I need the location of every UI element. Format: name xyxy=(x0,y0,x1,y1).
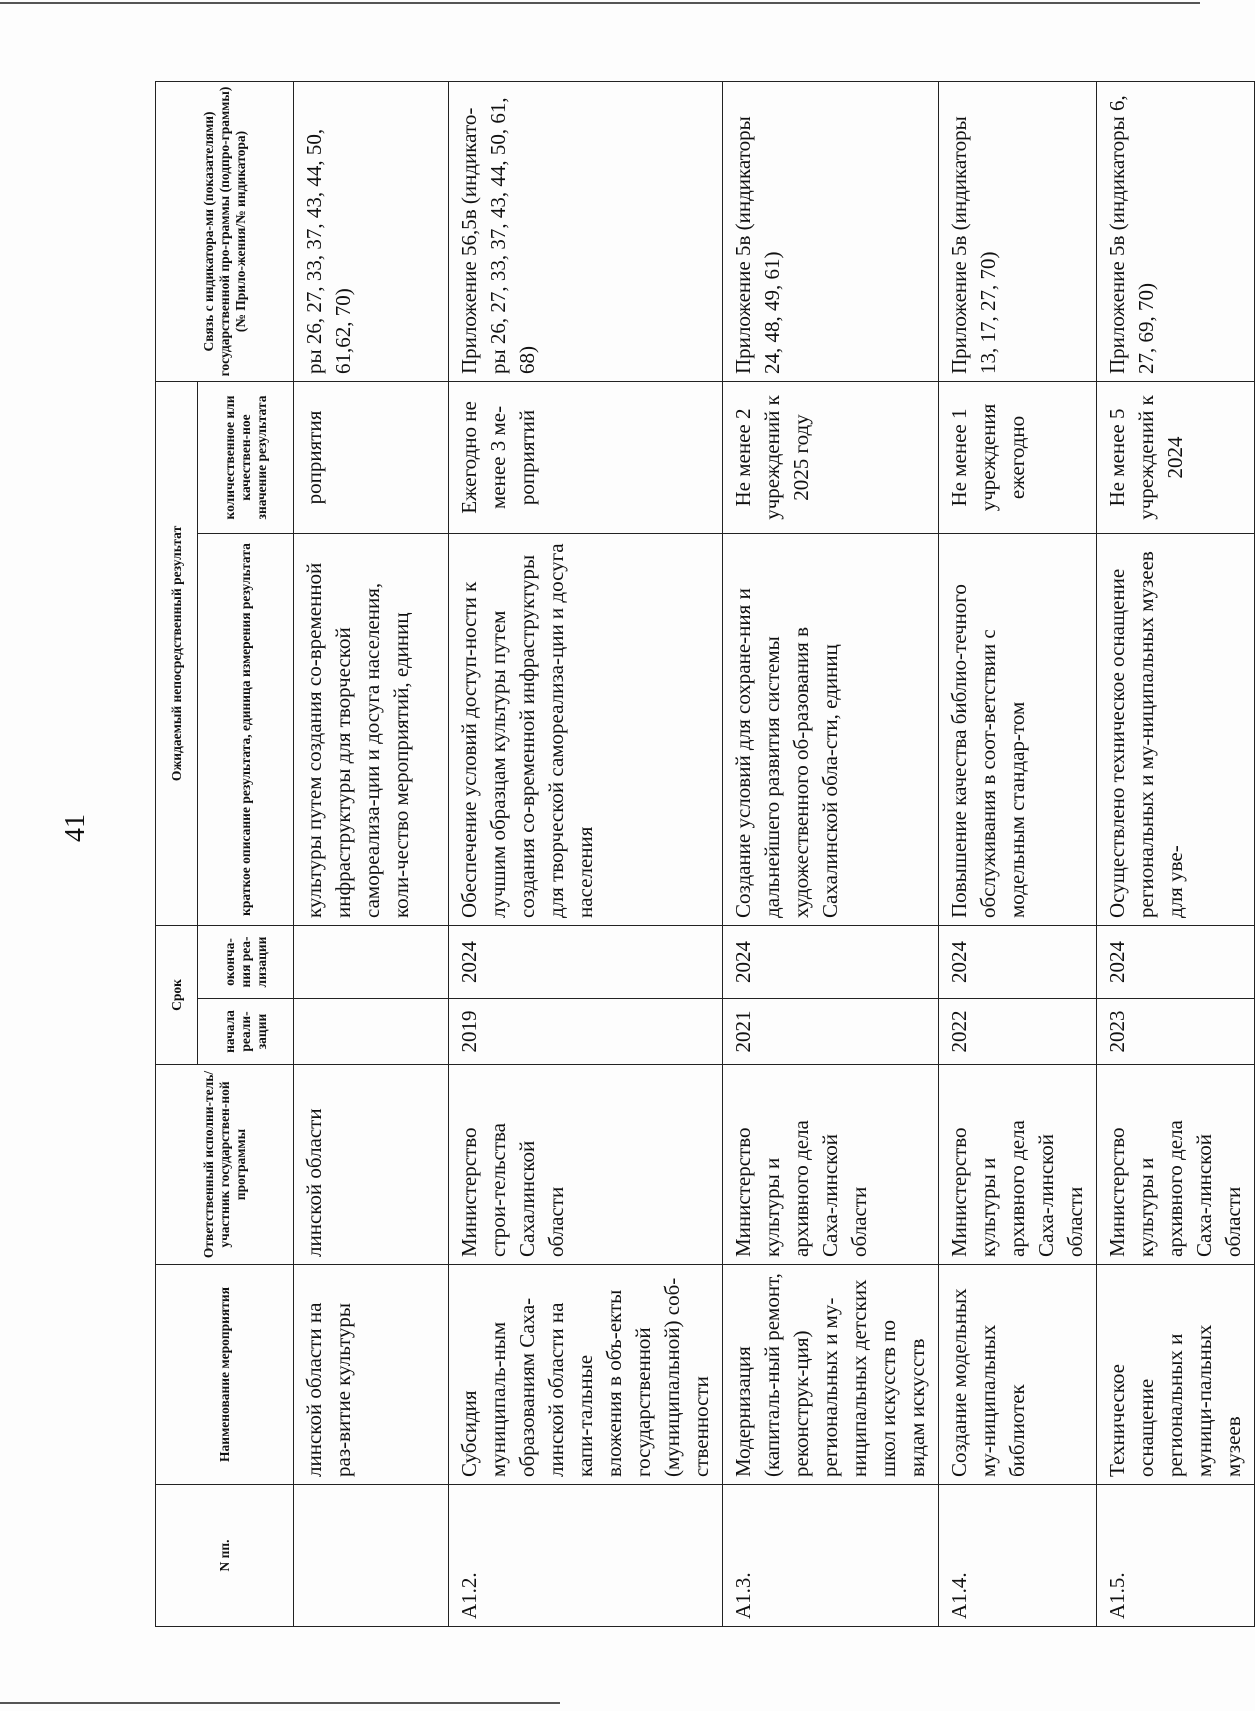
cell-qty: роприятия xyxy=(294,381,449,533)
cell-link: Приложение 5в (индикаторы 6, 27, 69, 70) xyxy=(1097,81,1255,381)
cell-name: Техническое оснащение региональных и муници-пальных музеев xyxy=(1097,1265,1255,1485)
header-end: оконча-ния реа-лизации xyxy=(198,925,294,998)
cell-desc: Обеспечение условий доступ-ности к лучшим образцам культуры путем создания со-временной инфраструктуры для творческой самореализа-ции и досуга населения xyxy=(449,533,723,925)
cell-start: 2019 xyxy=(449,999,723,1065)
cell-qty: Не менее 5 учреждений к 2024 xyxy=(1097,381,1255,533)
cell-executor: Министерство культуры и архивного дела Саха-линской области xyxy=(939,1065,1097,1265)
table-row xyxy=(449,81,723,1626)
cell-num: А1.5. xyxy=(1097,1485,1255,1627)
cell-link: Приложение 5в (индикаторы 24, 48, 49, 61) xyxy=(723,81,939,381)
header-period: Срок xyxy=(156,925,198,1064)
cell-name: Модернизация (капиталь-ный ремонт, реконструк-ция) региональных и му-ниципальных детских школ искусств по видам искусств xyxy=(723,1265,939,1485)
cell-name: Создание модельных му-ниципальных библиотек xyxy=(939,1265,1097,1485)
cell-end: 2024 xyxy=(449,925,723,998)
table-row xyxy=(939,81,1097,1626)
header-executor: Ответственный исполни-тель/участник государствен-ной программы xyxy=(156,1065,294,1265)
cell-num xyxy=(294,1485,449,1627)
cell-end: 2024 xyxy=(939,925,1097,998)
cell-num: А1.3. xyxy=(723,1485,939,1627)
header-qty: количественное или качествен-ное значение результата xyxy=(198,381,294,533)
cell-start: 2021 xyxy=(723,999,939,1065)
cell-executor: Министерство культуры и архивного дела Саха-линской области xyxy=(1097,1065,1255,1265)
cell-name: линской области на раз-витие культуры xyxy=(294,1265,449,1485)
page-number: 41 xyxy=(60,814,91,842)
header-row-1 xyxy=(156,81,198,1626)
cell-link: Приложение 56,5в (индикато-ры 26, 27, 33, 37, 43, 44, 50, 61, 68) xyxy=(449,81,723,381)
cell-start: 2022 xyxy=(939,999,1097,1065)
cell-num: А1.2. xyxy=(449,1485,723,1627)
cell-desc: Создание условий для сохране-ния и дальнейшего развития системы художественного об-разования в Сахалинской обла-сти, единиц xyxy=(723,533,939,925)
cell-name: Субсидия муниципаль-ным образованиям Саха-линской области на капи-тальные вложения в объ-екты государственной (муниципальной) соб-ственности xyxy=(449,1265,723,1485)
rotated-table-container xyxy=(155,82,1245,1627)
cell-desc: Повышение качества библио-течного обслуживания в соот-ветствии с модельным стандар-том xyxy=(939,533,1097,925)
header-link: Связь с индикатора-ми (показателями) государственной про-граммы (подпро-граммы) (№ Прило-жения/№ индикатора) xyxy=(156,81,294,381)
scan-edge-bottom xyxy=(0,1702,560,1704)
header-num: N пп. xyxy=(156,1485,294,1627)
cell-qty: Не менее 2 учреждений к 2025 году xyxy=(723,381,939,533)
cell-start: 2023 xyxy=(1097,999,1255,1065)
cell-qty: Не менее 1 учреждения ежегодно xyxy=(939,381,1097,533)
header-name: Наименование мероприятия xyxy=(156,1265,294,1485)
cell-executor: линской области xyxy=(294,1065,449,1265)
header-result: Ожидаемый непосредственный результат xyxy=(156,381,198,925)
cell-qty: Ежегодно не менее 3 ме-роприятий xyxy=(449,381,723,533)
table-row xyxy=(294,81,449,1626)
cell-executor: Министерство культуры и архивного дела Саха-линской области xyxy=(723,1065,939,1265)
scan-edge-top xyxy=(0,2,1200,4)
cell-num: А1.4. xyxy=(939,1485,1097,1627)
cell-end xyxy=(294,925,449,998)
cell-desc: культуры путем создания со-временной инфраструктуры для творческой самореализа-ции и досуга населения, коли-чество мероприятий, единиц xyxy=(294,533,449,925)
cell-end: 2024 xyxy=(723,925,939,998)
header-desc: краткое описание результата, единица измерения результата xyxy=(198,533,294,925)
cell-link: Приложение 5в (индикаторы 13, 17, 27, 70) xyxy=(939,81,1097,381)
header-start: начала реали-зации xyxy=(198,999,294,1065)
cell-desc: Осуществлено техническое оснащение региональных и му-ниципальных музеев для уве- xyxy=(1097,533,1255,925)
cell-end: 2024 xyxy=(1097,925,1255,998)
table-row xyxy=(1097,81,1255,1626)
cell-link: ры 26, 27, 33, 37, 43, 44, 50, 61,62, 70) xyxy=(294,81,449,381)
cell-start xyxy=(294,999,449,1065)
table-row xyxy=(723,81,939,1626)
activities-table xyxy=(155,81,1255,1627)
cell-executor: Министерство строи-тельства Сахалинской области xyxy=(449,1065,723,1265)
